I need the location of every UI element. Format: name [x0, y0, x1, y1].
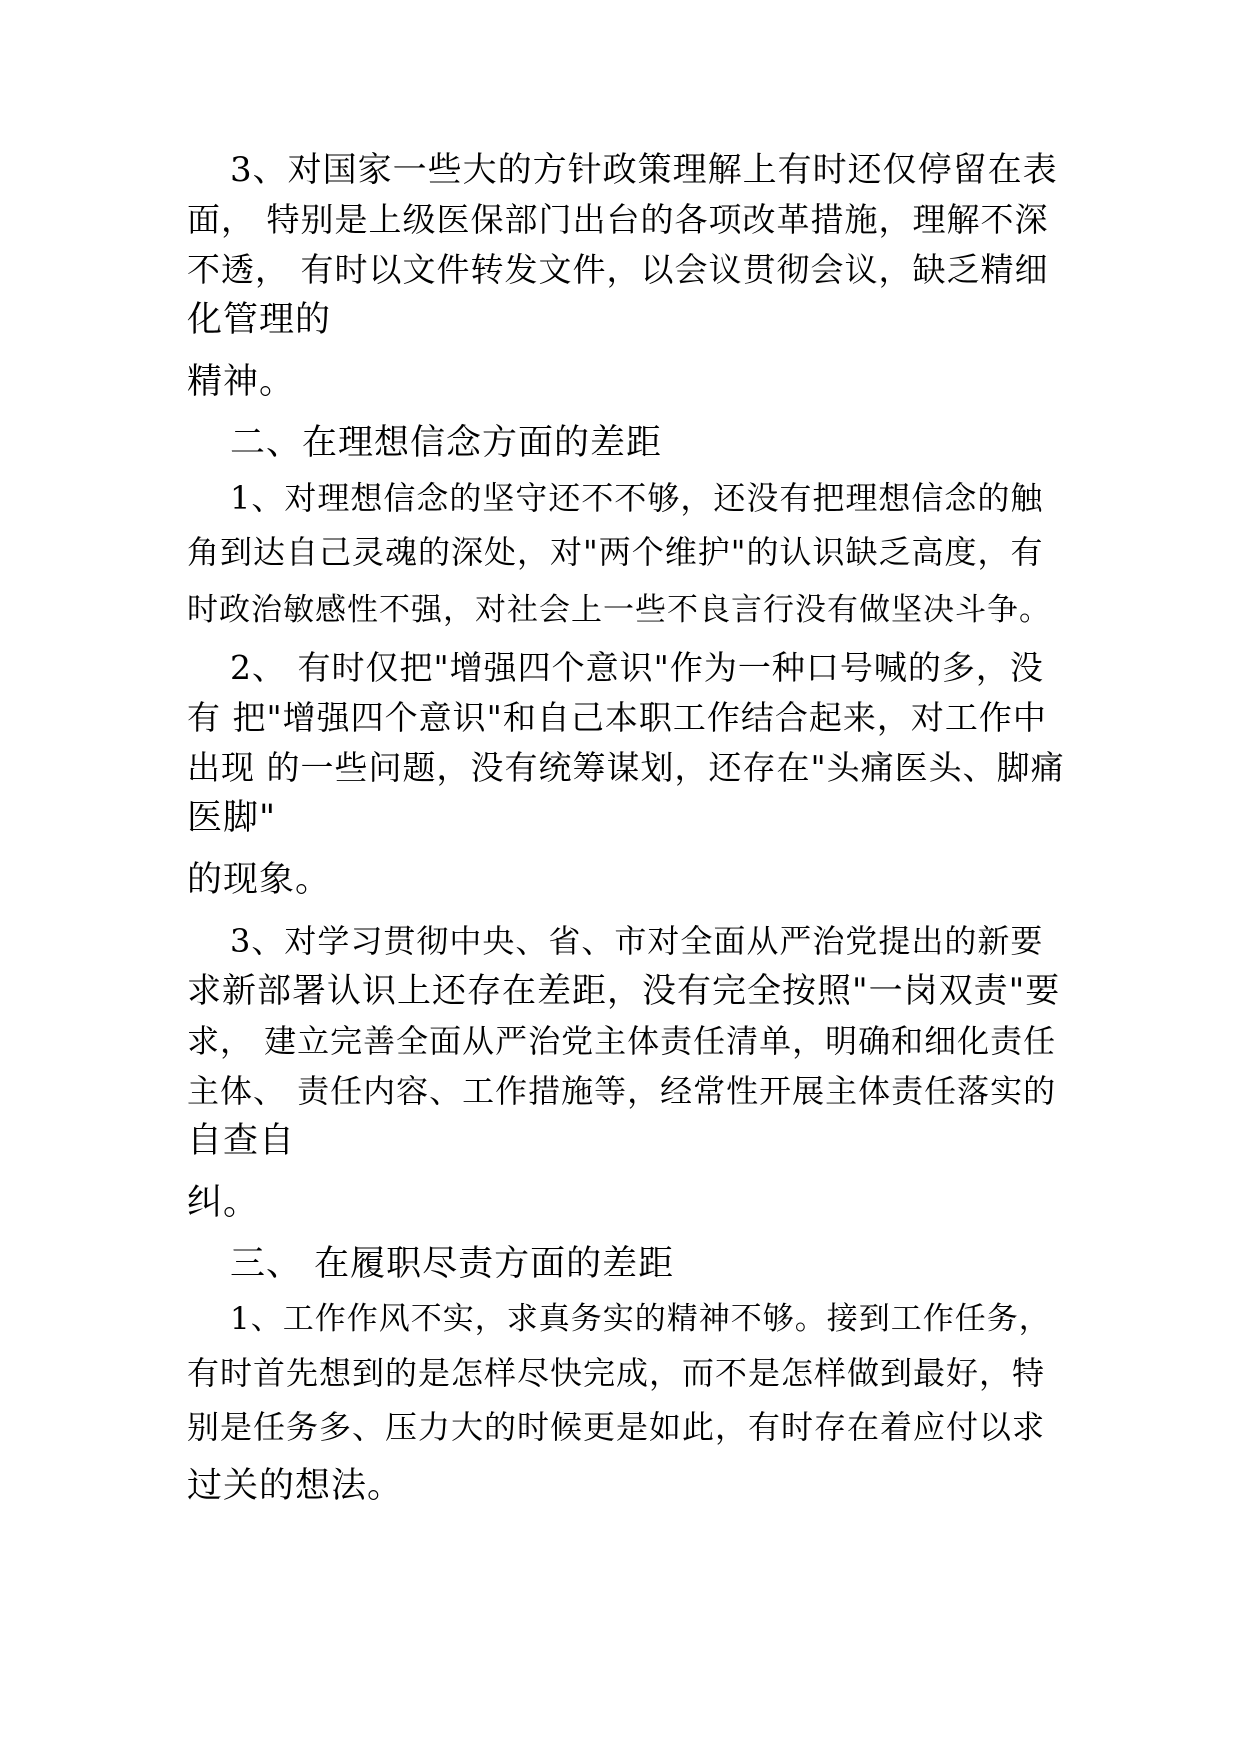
- text-line: 不透， 有时以文件转发文件，以会议贯彻会议，缺乏精细: [187, 250, 1049, 289]
- text-line: 求新部署认识上还存在差距，没有完全按照"一岗双责"要: [187, 971, 1061, 1011]
- text-line: 1、工作作风不实，求真务实的精神不够。接到工作任务，: [230, 1301, 1051, 1337]
- text-line: 纠。: [187, 1183, 260, 1223]
- text-line: 有 把"增强四个意识"和自己本职工作结合起来，对工作中: [187, 698, 1047, 737]
- section-heading: 三、 在履职尽责方面的差距: [230, 1244, 675, 1284]
- text-line: 求， 建立完善全面从严治党主体责任清单，明确和细化责任: [187, 1022, 1057, 1060]
- text-line: 3、对国家一些大的方针政策理解上有时还仅停留在表: [230, 150, 1058, 190]
- text-line: 医脚": [187, 798, 277, 838]
- text-line: 有时首先想到的是怎样尽快完成，而不是怎样做到最好，特: [187, 1354, 1046, 1392]
- text-line: 精神。: [187, 362, 296, 402]
- text-line: 2、 有时仅把"增强四个意识"作为一种口号喊的多，没: [230, 648, 1044, 687]
- text-line: 的现象。: [187, 860, 332, 900]
- text-line: 别是任务多、压力大的时候更是如此，有时存在着应付以求: [187, 1408, 1046, 1446]
- text-line: 过关的想法。: [187, 1466, 404, 1506]
- text-line: 3、对学习贯彻中央、省、市对全面从严治党提出的新要: [230, 922, 1044, 960]
- text-line: 出现 的一些问题，没有统筹谋划，还存在"头痛医头、脚痛: [187, 748, 1065, 787]
- text-line: 1、对理想信念的坚守还不不够，还没有把理想信念的触: [230, 479, 1044, 517]
- text-line: 化管理的: [187, 300, 332, 340]
- section-heading: 二、在理想信念方面的差距: [230, 423, 663, 463]
- text-line: 自查自: [187, 1121, 296, 1161]
- text-line: 时政治敏感性不强，对社会上一些不良言行没有做坚决斗争。: [187, 592, 1051, 628]
- text-line: 主体、 责任内容、工作措施等，经常性开展主体责任落实的: [187, 1072, 1057, 1110]
- text-line: 面， 特别是上级医保部门出台的各项改革措施，理解不深: [187, 200, 1049, 239]
- text-line: 角到达自己灵魂的深处，对"两个维护"的认识缺乏高度，有: [187, 533, 1044, 571]
